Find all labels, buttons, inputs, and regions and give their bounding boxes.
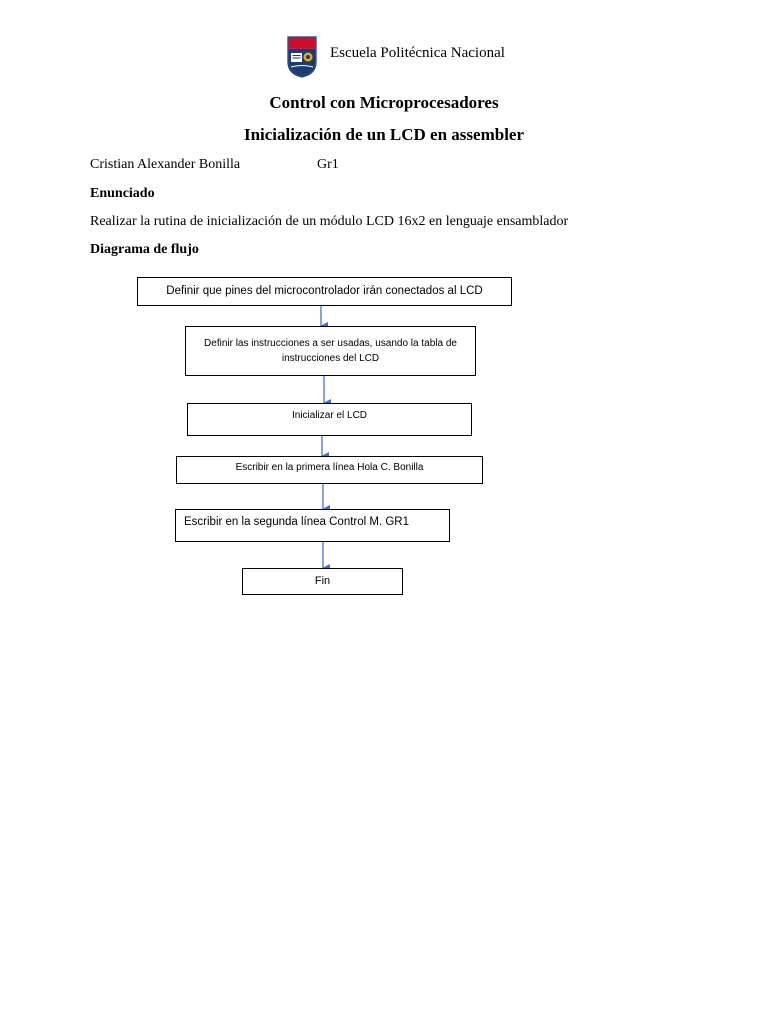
author-name: Cristian Alexander Bonilla [90,157,241,172]
flowchart-step-1-label: Definir que pines del microcontrolador irán conectados al LCD [166,284,483,297]
flowchart-step-3 [187,403,472,436]
flowchart-step-5-label: Escribir en la segunda línea Control M. GR1 [184,516,409,528]
course-title: Control con Microprocesadores [269,93,499,112]
flowchart-step-3-label: Inicializar el LCD [291,410,368,421]
flowchart-step-4-label: Escribir en la primera línea Hola C. Bonilla [235,462,424,473]
flowchart-step-1 [137,277,512,306]
group-label: Gr1 [317,157,339,172]
school-name: Escuela Politécnica Nacional [330,45,505,61]
flowchart-end-label: Fin [314,575,331,588]
flowchart-step-2-label: Definir las instrucciones a ser usadas, usando la tabla de instrucciones del LCD [204,338,457,364]
enunciado-heading: Enunciado [90,186,155,201]
document-title: Inicialización de un LCD en assembler [243,125,525,144]
university-crest-icon [287,36,317,78]
flowchart-step-5 [175,509,450,542]
enunciado-text: Realizar la rutina de inicialización de un módulo LCD 16x2 en lenguaje ensamblador [90,214,569,229]
flowchart-end [242,568,403,595]
flowchart-step-4 [176,456,483,484]
flowchart-step-2 [185,326,476,376]
diagram-heading: Diagrama de flujo [90,242,199,257]
